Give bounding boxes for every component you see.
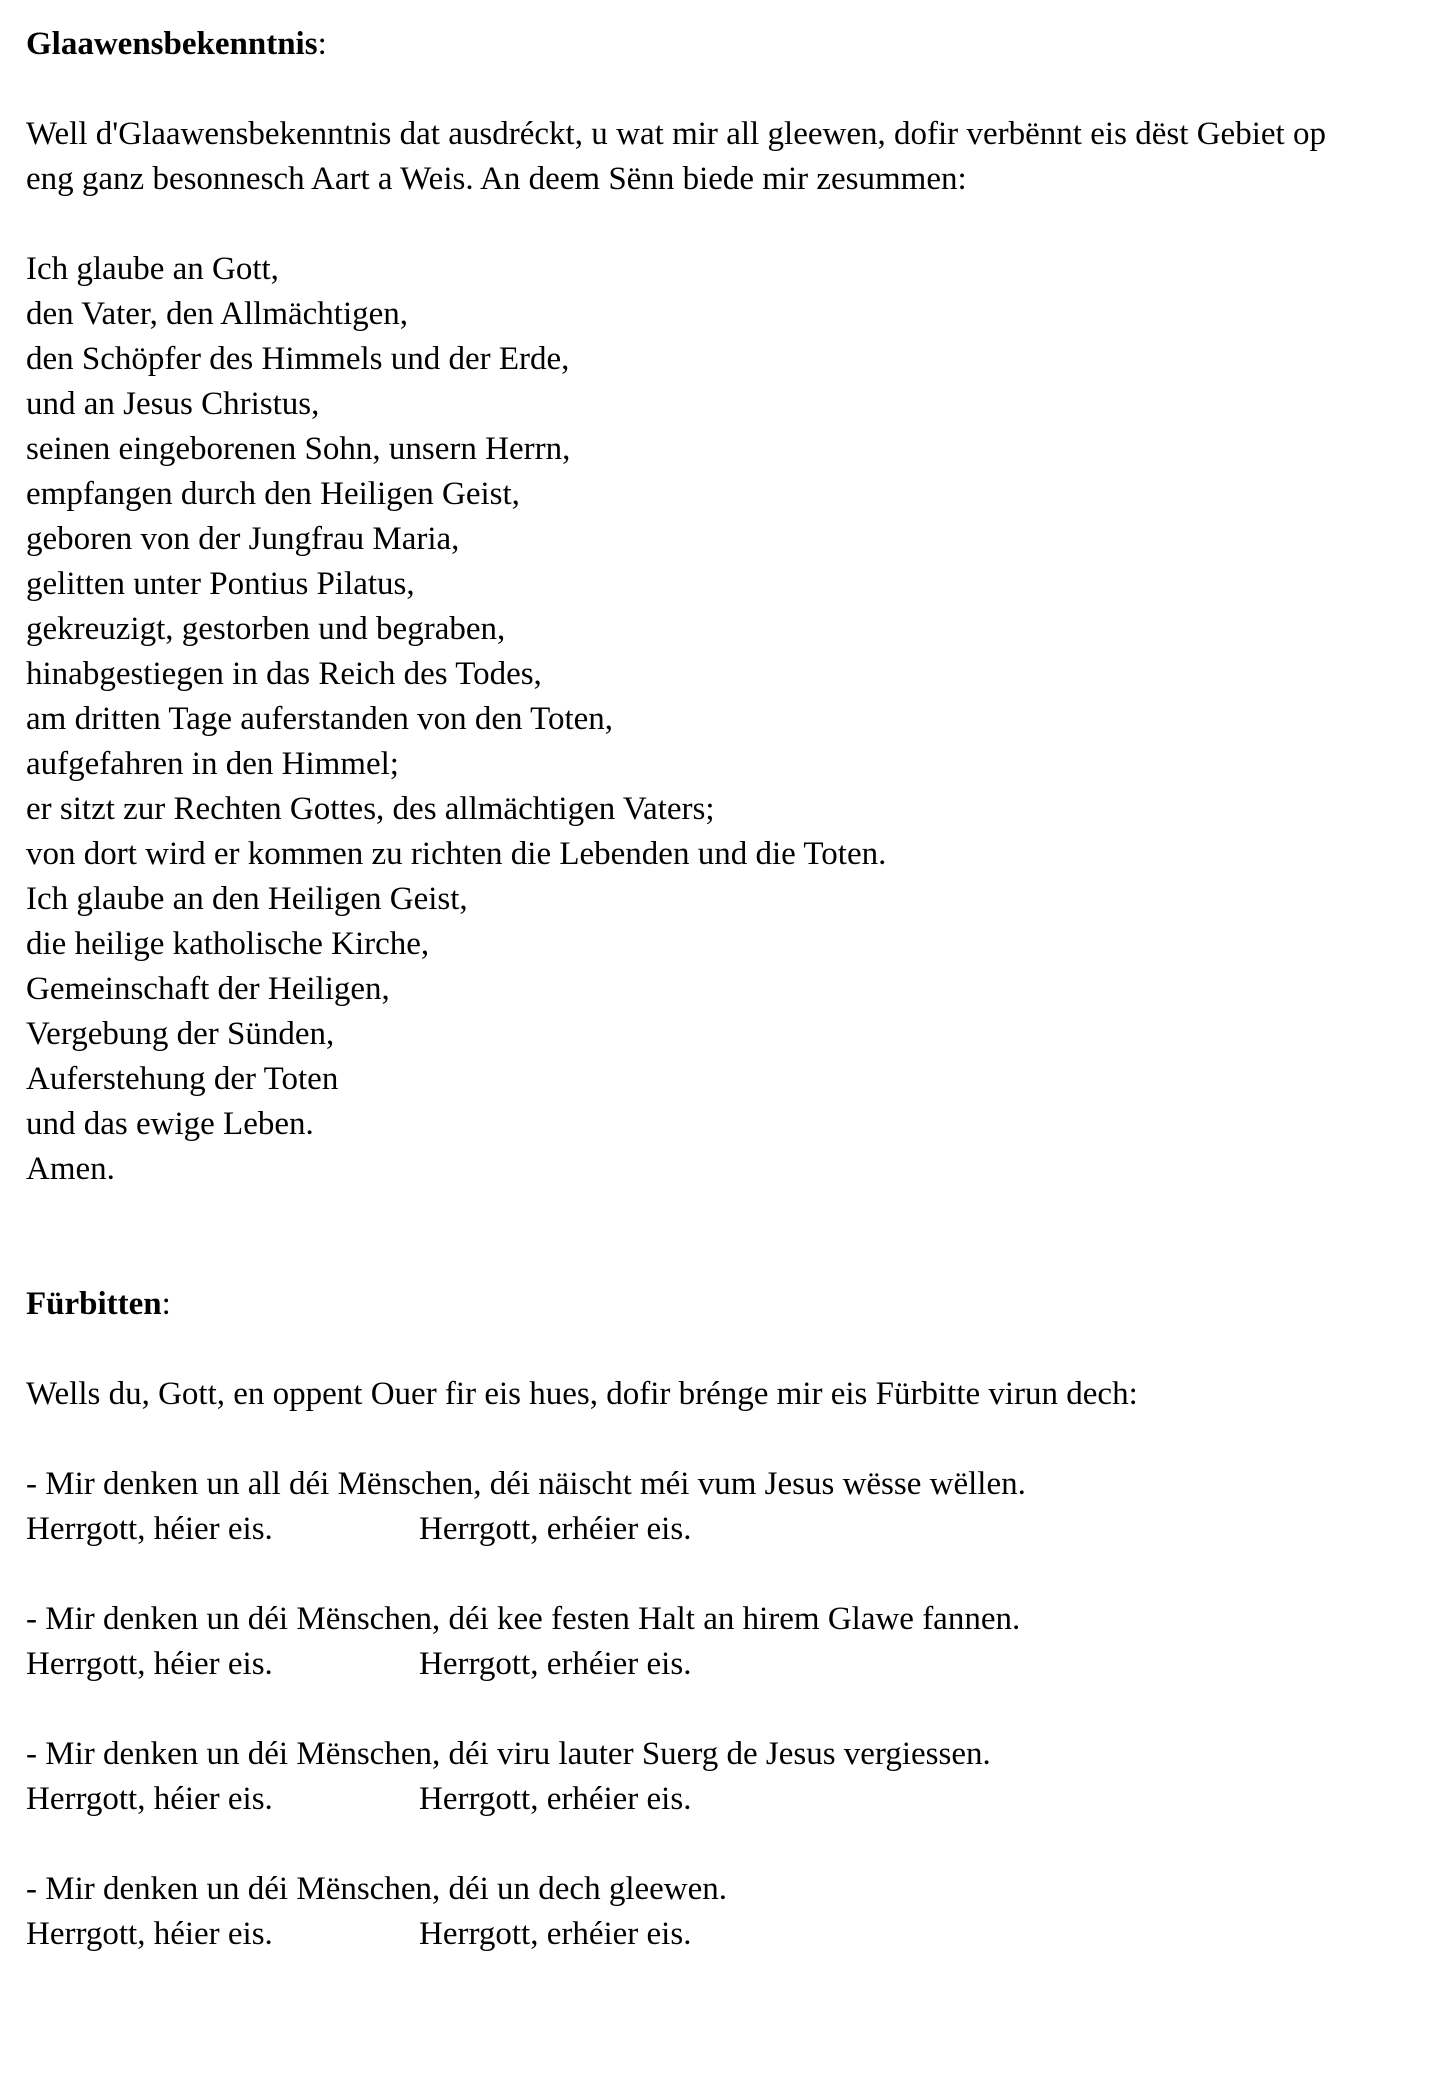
- creed-text-block: [26, 247, 1326, 1192]
- petition-response-row: [26, 1507, 1326, 1552]
- response-answer: Herrgott, erhéier eis.: [419, 1781, 692, 1817]
- spacer: [26, 1327, 1326, 1372]
- spacer: [26, 1687, 1326, 1732]
- creed-line: seinen eingeborenen Sohn, unsern Herrn,: [26, 431, 571, 467]
- intercessions-heading-text: Fürbitten: [26, 1286, 162, 1322]
- response-answer: Herrgott, erhéier eis.: [419, 1916, 692, 1952]
- creed-line: er sitzt zur Rechten Gottes, des allmächtigen Vaters;: [26, 791, 715, 827]
- creed-line: und das ewige Leben.: [26, 1106, 314, 1142]
- creed-line: Auferstehung der Toten: [26, 1061, 339, 1097]
- petition-block: [26, 1867, 1326, 1957]
- petition-text: - Mir denken un all déi Mënschen, déi näischt méi vum Jesus wësse wëllen.: [26, 1466, 1026, 1502]
- spacer: [26, 202, 1326, 247]
- creed-line: und an Jesus Christus,: [26, 386, 320, 422]
- response-answer: Herrgott, erhéier eis.: [419, 1511, 692, 1547]
- creed-line: Ich glaube an Gott,: [26, 251, 279, 287]
- section-heading-creed: [26, 22, 1326, 67]
- creed-line: von dort wird er kommen zu richten die Lebenden und die Toten.: [26, 836, 887, 872]
- creed-line: den Schöpfer des Himmels und der Erde,: [26, 341, 570, 377]
- response-answer: Herrgott, erhéier eis.: [419, 1646, 692, 1682]
- spacer: [26, 1417, 1326, 1462]
- petition-text: - Mir denken un déi Mënschen, déi kee festen Halt an hirem Glawe fannen.: [26, 1601, 1021, 1637]
- creed-line: empfangen durch den Heiligen Geist,: [26, 476, 520, 512]
- section-heading-intercessions: [26, 1282, 1326, 1327]
- petition-response-row: [26, 1912, 1326, 1957]
- creed-line: hinabgestiegen in das Reich des Todes,: [26, 656, 542, 692]
- spacer: [26, 1822, 1326, 1867]
- spacer: [26, 67, 1326, 112]
- creed-line: Amen.: [26, 1151, 115, 1187]
- creed-line: am dritten Tage auferstanden von den Toten,: [26, 701, 614, 737]
- intercessions-intro: Wells du, Gott, en oppent Ouer fir eis hues, dofir brénge mir eis Fürbitte virun dech:: [26, 1376, 1138, 1412]
- intercessions-heading-colon: :: [161, 1286, 171, 1322]
- creed-heading-text: Glaawensbekenntnis: [26, 26, 318, 62]
- response-call: Herrgott, héier eis.: [26, 1511, 273, 1547]
- response-call: Herrgott, héier eis.: [26, 1916, 273, 1952]
- creed-line: aufgefahren in den Himmel;: [26, 746, 399, 782]
- creed-line: Vergebung der Sünden,: [26, 1016, 335, 1052]
- response-call: Herrgott, héier eis.: [26, 1646, 273, 1682]
- petition-text: - Mir denken un déi Mënschen, déi viru lauter Suerg de Jesus vergiessen.: [26, 1736, 991, 1772]
- petition-response-row: [26, 1642, 1326, 1687]
- creed-heading-colon: :: [317, 26, 327, 62]
- creed-line: gekreuzigt, gestorben und begraben,: [26, 611, 506, 647]
- response-call: Herrgott, héier eis.: [26, 1781, 273, 1817]
- spacer: [26, 1552, 1326, 1597]
- creed-line: geboren von der Jungfrau Maria,: [26, 521, 460, 557]
- petition-block: [26, 1462, 1326, 1552]
- creed-line: Ich glaube an den Heiligen Geist,: [26, 881, 468, 917]
- creed-line: gelitten unter Pontius Pilatus,: [26, 566, 415, 602]
- creed-intro-paragraph: Well d'Glaawensbekenntnis dat ausdréckt, u wat mir all gleewen, dofir verbënnt eis dëst Gebiet op eng ganz besonnesch Aart a Weis. An deem Sënn biede mir zesummen:: [26, 116, 1326, 197]
- creed-line: Gemeinschaft der Heiligen,: [26, 971, 390, 1007]
- creed-line: die heilige katholische Kirche,: [26, 926, 430, 962]
- creed-line: den Vater, den Allmächtigen,: [26, 296, 409, 332]
- petition-text: - Mir denken un déi Mënschen, déi un dech gleewen.: [26, 1871, 728, 1907]
- spacer: [26, 1192, 1326, 1282]
- document-page: [26, 22, 1326, 1957]
- petition-block: [26, 1597, 1326, 1687]
- petition-response-row: [26, 1777, 1326, 1822]
- petition-block: [26, 1732, 1326, 1822]
